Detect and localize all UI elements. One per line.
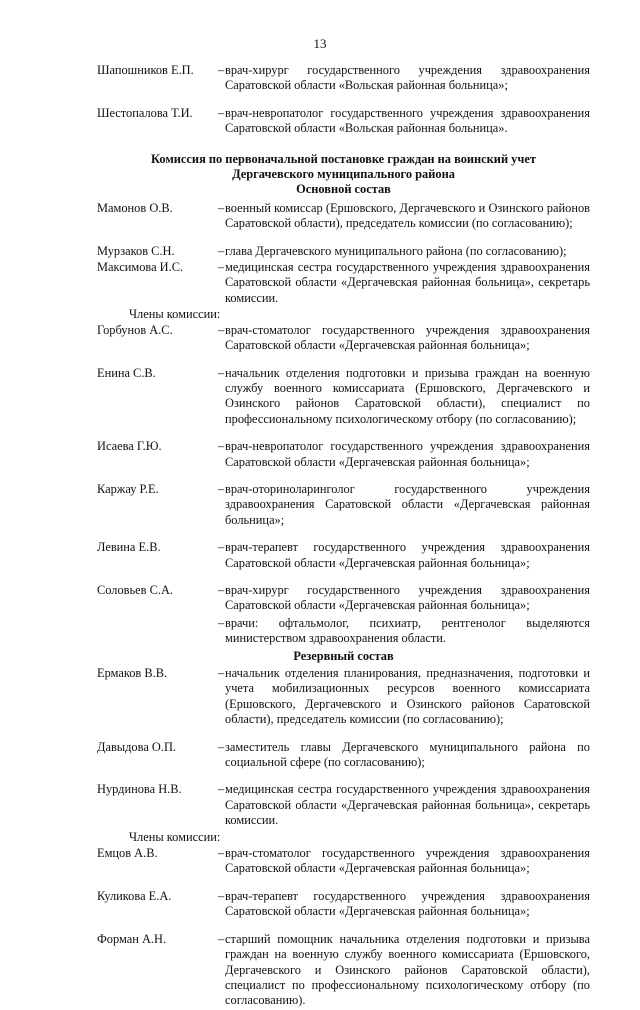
entry-dash: –	[218, 105, 225, 120]
entry-description: врач-невропатолог государственного учреждения здравоохранения Саратовской области «Вольская районная больница».	[225, 105, 590, 136]
entry-name: Ермаков В.В.	[97, 666, 168, 680]
list-entry	[97, 260, 590, 306]
list-entry	[97, 740, 590, 771]
entry-dash: –	[218, 200, 225, 215]
entry-description: врач-стоматолог государственного учреждения здравоохранения Саратовской области «Дергачевская районная больница»;	[225, 322, 590, 353]
list-entry	[97, 323, 590, 354]
entry-dash: –	[218, 666, 225, 680]
entry-name: Исаева Г.Ю.	[97, 439, 162, 454]
entry-name: Горбунов А.С.	[97, 322, 173, 337]
entry-dash: –	[218, 615, 225, 630]
entry-name: Енина С.В.	[97, 365, 156, 380]
entry-dash: –	[218, 439, 225, 454]
entry-dash: –	[218, 243, 225, 258]
list-entry	[97, 666, 590, 728]
entry-name: Соловьев С.А.	[97, 582, 174, 597]
entry-dash: –	[218, 481, 225, 496]
entry-description: заместитель главы Дергачевского муниципального района по социальной сфере (по согласованию);	[225, 739, 590, 770]
list-entry	[97, 63, 590, 94]
entry-description: врач-терапевт государственного учреждения здравоохранения Саратовской области «Дергачевская районная больница»;	[225, 540, 590, 570]
list-entry	[97, 540, 590, 571]
entry-name: Емцов А.В.	[97, 846, 158, 861]
list-entry	[97, 366, 590, 428]
list-entry	[97, 583, 590, 614]
entry-name: Шестопалова Т.И.	[97, 105, 193, 120]
entry-dash: –	[218, 582, 225, 597]
entry-name: Шапошников Е.П.	[97, 63, 194, 77]
entry-dash: –	[218, 365, 225, 380]
entry-description: военный комиссар (Ершовского, Дергачевского и Озинского районов Саратовской области), председатель комиссии (по согласованию);	[225, 200, 590, 231]
entry-description: врачи: офтальмолог, психиатр, рентгенолог выделяются министерством здравоохранения области.	[225, 615, 590, 646]
list-entry	[97, 482, 590, 528]
entry-name: Максимова И.С.	[97, 260, 184, 275]
entry-name: Куликова Е.А.	[97, 888, 172, 903]
entry-name: Давыдова О.П.	[97, 739, 177, 754]
entry-description: врач-хирург государственного учреждения здравоохранения Саратовской области «Вольская районная больница»;	[225, 63, 590, 93]
entry-dash: –	[218, 846, 225, 861]
entry-description: врач-терапевт государственного учреждения здравоохранения Саратовской области «Дергачевская районная больница»;	[225, 888, 590, 919]
entry-description: врач-невропатолог государственного учреждения здравоохранения Саратовской области «Дергачевская районная больница»;	[225, 439, 590, 469]
document-body	[97, 63, 590, 1010]
list-entry-extra	[218, 616, 590, 647]
list-entry	[97, 439, 590, 470]
entry-dash: –	[218, 888, 225, 903]
entry-dash: –	[218, 63, 225, 77]
entry-description: старший помощник начальника отделения подготовки и призыва граждан на военную службу военного комиссариата (Ершовского, Дергачевского и Озинского районов Саратовской области), специалист по профессиональному психологическому отбору (по согласованию).	[225, 931, 590, 1008]
entry-name: Мурзаков С.Н.	[97, 243, 175, 258]
list-entry	[97, 932, 590, 1009]
members-label: Члены комиссии:	[129, 307, 221, 322]
entry-dash: –	[218, 739, 225, 754]
main-composition-heading: Основной состав	[296, 182, 391, 197]
list-entry	[97, 782, 590, 828]
entry-dash: –	[218, 782, 225, 797]
list-entry	[97, 106, 590, 137]
list-entry	[97, 244, 590, 259]
entry-description: врач-стоматолог государственного учреждения здравоохранения Саратовской области «Дергачевская районная больница»;	[225, 846, 590, 876]
commission-subtitle: Дергачевского муниципального района	[232, 167, 455, 182]
commission-title: Комиссия по первоначальной постановке граждан на воинский учет	[151, 151, 536, 166]
reserve-composition-heading: Резервный состав	[293, 648, 394, 663]
members-label: Члены комиссии:	[129, 829, 221, 844]
entry-name: Каржау Р.Е.	[97, 481, 159, 496]
entry-description: начальник отделения планирования, предназначения, подготовки и учета мобилизационных ресурсов военного комиссариата (Ершовского, Дергачевского и Озинского районов Саратовской области), председатель комиссии (по согласованию);	[225, 666, 590, 727]
list-entry	[97, 889, 590, 920]
entry-name: Нурдинова Н.В.	[97, 782, 182, 797]
list-entry	[97, 201, 590, 232]
entry-description: медицинская сестра государственного учреждения здравоохранения Саратовской области «Дергачевская районная больница», секретарь комиссии.	[225, 782, 590, 828]
page-number: 13	[313, 36, 327, 51]
entry-description: медицинская сестра государственного учреждения здравоохранения Саратовской области «Дергачевская районная больница», секретарь комиссии.	[225, 260, 590, 305]
entry-description: начальник отделения подготовки и призыва граждан на военную службу военного комиссариата (Ершовского, Дергачевского и Озинского районов Саратовской области), специалист по профессиональному психологическому отбору (по согласованию);	[225, 365, 590, 426]
entry-dash: –	[218, 322, 225, 337]
entry-name: Левина Е.В.	[97, 540, 161, 555]
entry-description: врач-оториноларинголог государственного учреждения здравоохранения Саратовской области «Дергачевская районная больница»;	[225, 481, 590, 527]
entry-name: Мамонов О.В.	[97, 200, 173, 215]
entry-description: глава Дергачевского муниципального района (по согласованию);	[225, 243, 567, 258]
entry-dash: –	[218, 540, 225, 555]
entry-dash: –	[218, 931, 225, 946]
list-entry	[97, 846, 590, 877]
entry-name: Форман А.Н.	[97, 931, 167, 946]
entry-description: врач-хирург государственного учреждения здравоохранения Саратовской области «Дергачевская районная больница»;	[225, 582, 590, 613]
entry-dash: –	[218, 260, 225, 275]
